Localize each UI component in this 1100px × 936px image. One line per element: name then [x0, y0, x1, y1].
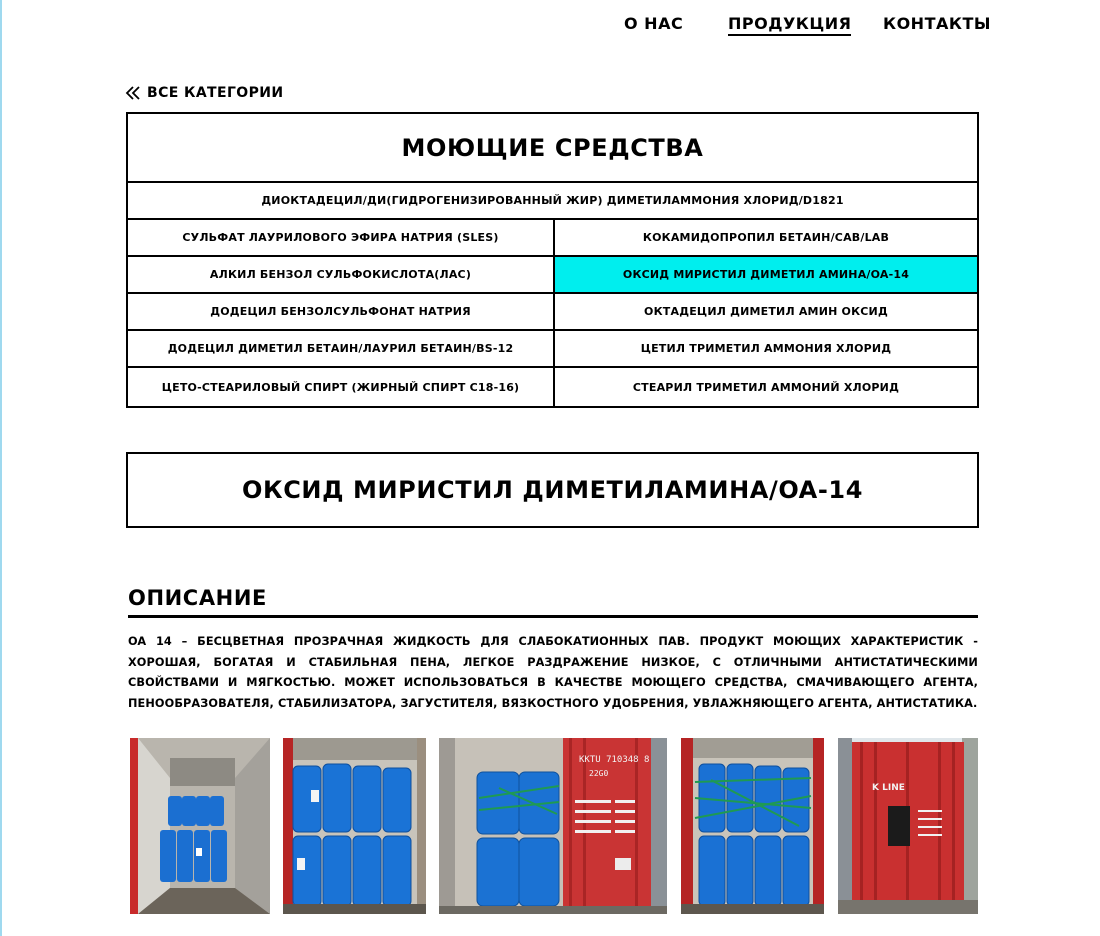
gallery-photo[interactable]: [130, 738, 270, 914]
description-text: OA 14 – БЕСЦВЕТНАЯ ПРОЗРАЧНАЯ ЖИДКОСТЬ ДЛЯ СЛАБОКАТИОННЫХ ПАВ. ПРОДУКТ МОЮЩИХ ХАРАКТЕРИСТИК - ХОРОШАЯ, БОГАТАЯ И СТАБИЛЬНАЯ ПЕНА, ЛЕГКОЕ РАЗДРАЖЕНИЕ НИЗКОЕ, С ОТЛИЧНЫМИ АНТИСТАТИЧЕСКИМИ СВОЙСТВАМИ И МЯГКОСТЬЮ. МОЖЕТ ИСПОЛЬЗОВАТЬСЯ В КАЧЕСТВЕ МОЮЩЕГО СРЕДСТВА, СМАЧИВАЮЩЕГО АГЕНТА, ПЕНООБРАЗОВАТЕЛЯ, СТАБИЛИЗАТОРА, ЗАГУСТИТЕЛЯ, ВЯЗКОСТНОГО УДОБРЕНИЯ, УВЛАЖНЯЮЩЕГО АГЕНТА, АНТИСТАТИКА.: [128, 635, 978, 710]
product-link[interactable]: СТЕАРИЛ ТРИМЕТИЛ АММОНИЙ ХЛОРИД: [632, 380, 900, 394]
product-link[interactable]: АЛКИЛ БЕНЗОЛ СУЛЬФОКИСЛОТА(ЛАС): [128, 257, 555, 292]
gallery-photo[interactable]: [681, 738, 824, 914]
blue-drums-photo: [283, 738, 426, 914]
strapped-drums-photo: [681, 738, 824, 914]
top-nav: [2, 14, 1100, 44]
container-door-photo: [439, 738, 667, 914]
nav-item-contacts[interactable]: КОНТАКТЫ: [883, 14, 991, 33]
product-link[interactable]: ДОДЕЦИЛ ДИМЕТИЛ БЕТАИН/ЛАУРИЛ БЕТАИН/BS-12: [128, 331, 555, 366]
product-link-active[interactable]: ОКСИД МИРИСТИЛ ДИМЕТИЛ АМИНА/OA-14: [555, 257, 977, 292]
all-categories-label: ВСЕ КАТЕГОРИИ: [147, 85, 284, 101]
category-title: МОЮЩИЕ СРЕДСТВА: [128, 114, 977, 183]
closed-container-photo: [838, 738, 978, 914]
gallery-photo[interactable]: [838, 738, 978, 914]
product-link[interactable]: ЦЕТИЛ ТРИМЕТИЛ АММОНИЯ ХЛОРИД: [640, 342, 892, 355]
gallery-photo[interactable]: [439, 738, 667, 914]
product-link[interactable]: ДИОКТАДЕЦИЛ/ДИ(ГИДРОГЕНИЗИРОВАННЫЙ ЖИР) ДИМЕТИЛАММОНИЯ ХЛОРИД/D1821: [128, 183, 977, 220]
nav-item-about[interactable]: О НАС: [624, 14, 684, 33]
product-link[interactable]: СУЛЬФАТ ЛАУРИЛОВОГО ЭФИРА НАТРИЯ (SLES): [128, 220, 555, 255]
category-table: [126, 112, 979, 408]
container-type: 22G0: [589, 769, 609, 778]
container-line: K LINE: [872, 783, 905, 793]
table-row: [128, 331, 977, 368]
product-link[interactable]: КОКАМИДОПРОПИЛ БЕТАИН/CAB/LAB: [642, 231, 890, 244]
double-chevron-left-icon: [125, 85, 141, 101]
table-row: [128, 368, 977, 406]
nav-item-products[interactable]: ПРОДУКЦИЯ: [728, 14, 851, 36]
photo-gallery: [2, 738, 1100, 914]
table-row: [128, 294, 977, 331]
container-drums-photo: [130, 738, 270, 914]
product-title: ОКСИД МИРИСТИЛ ДИМЕТИЛАМИНА/OA-14: [126, 452, 979, 528]
gallery-photo[interactable]: [283, 738, 426, 914]
product-link[interactable]: ДОДЕЦИЛ БЕНЗОЛСУЛЬФОНАТ НАТРИЯ: [128, 294, 555, 329]
description-heading: ОПИСАНИЕ: [128, 585, 978, 618]
product-link[interactable]: ОКТАДЕЦИЛ ДИМЕТИЛ АМИН ОКСИД: [644, 305, 888, 318]
all-categories-link[interactable]: [125, 84, 284, 102]
table-row: [128, 220, 977, 257]
container-code: KKTU 710348 8: [579, 755, 650, 765]
table-row: [128, 257, 977, 294]
product-link[interactable]: ЦЕТО-СТЕАРИЛОВЫЙ СПИРТ (ЖИРНЫЙ СПИРТ C18-16): [128, 368, 555, 406]
